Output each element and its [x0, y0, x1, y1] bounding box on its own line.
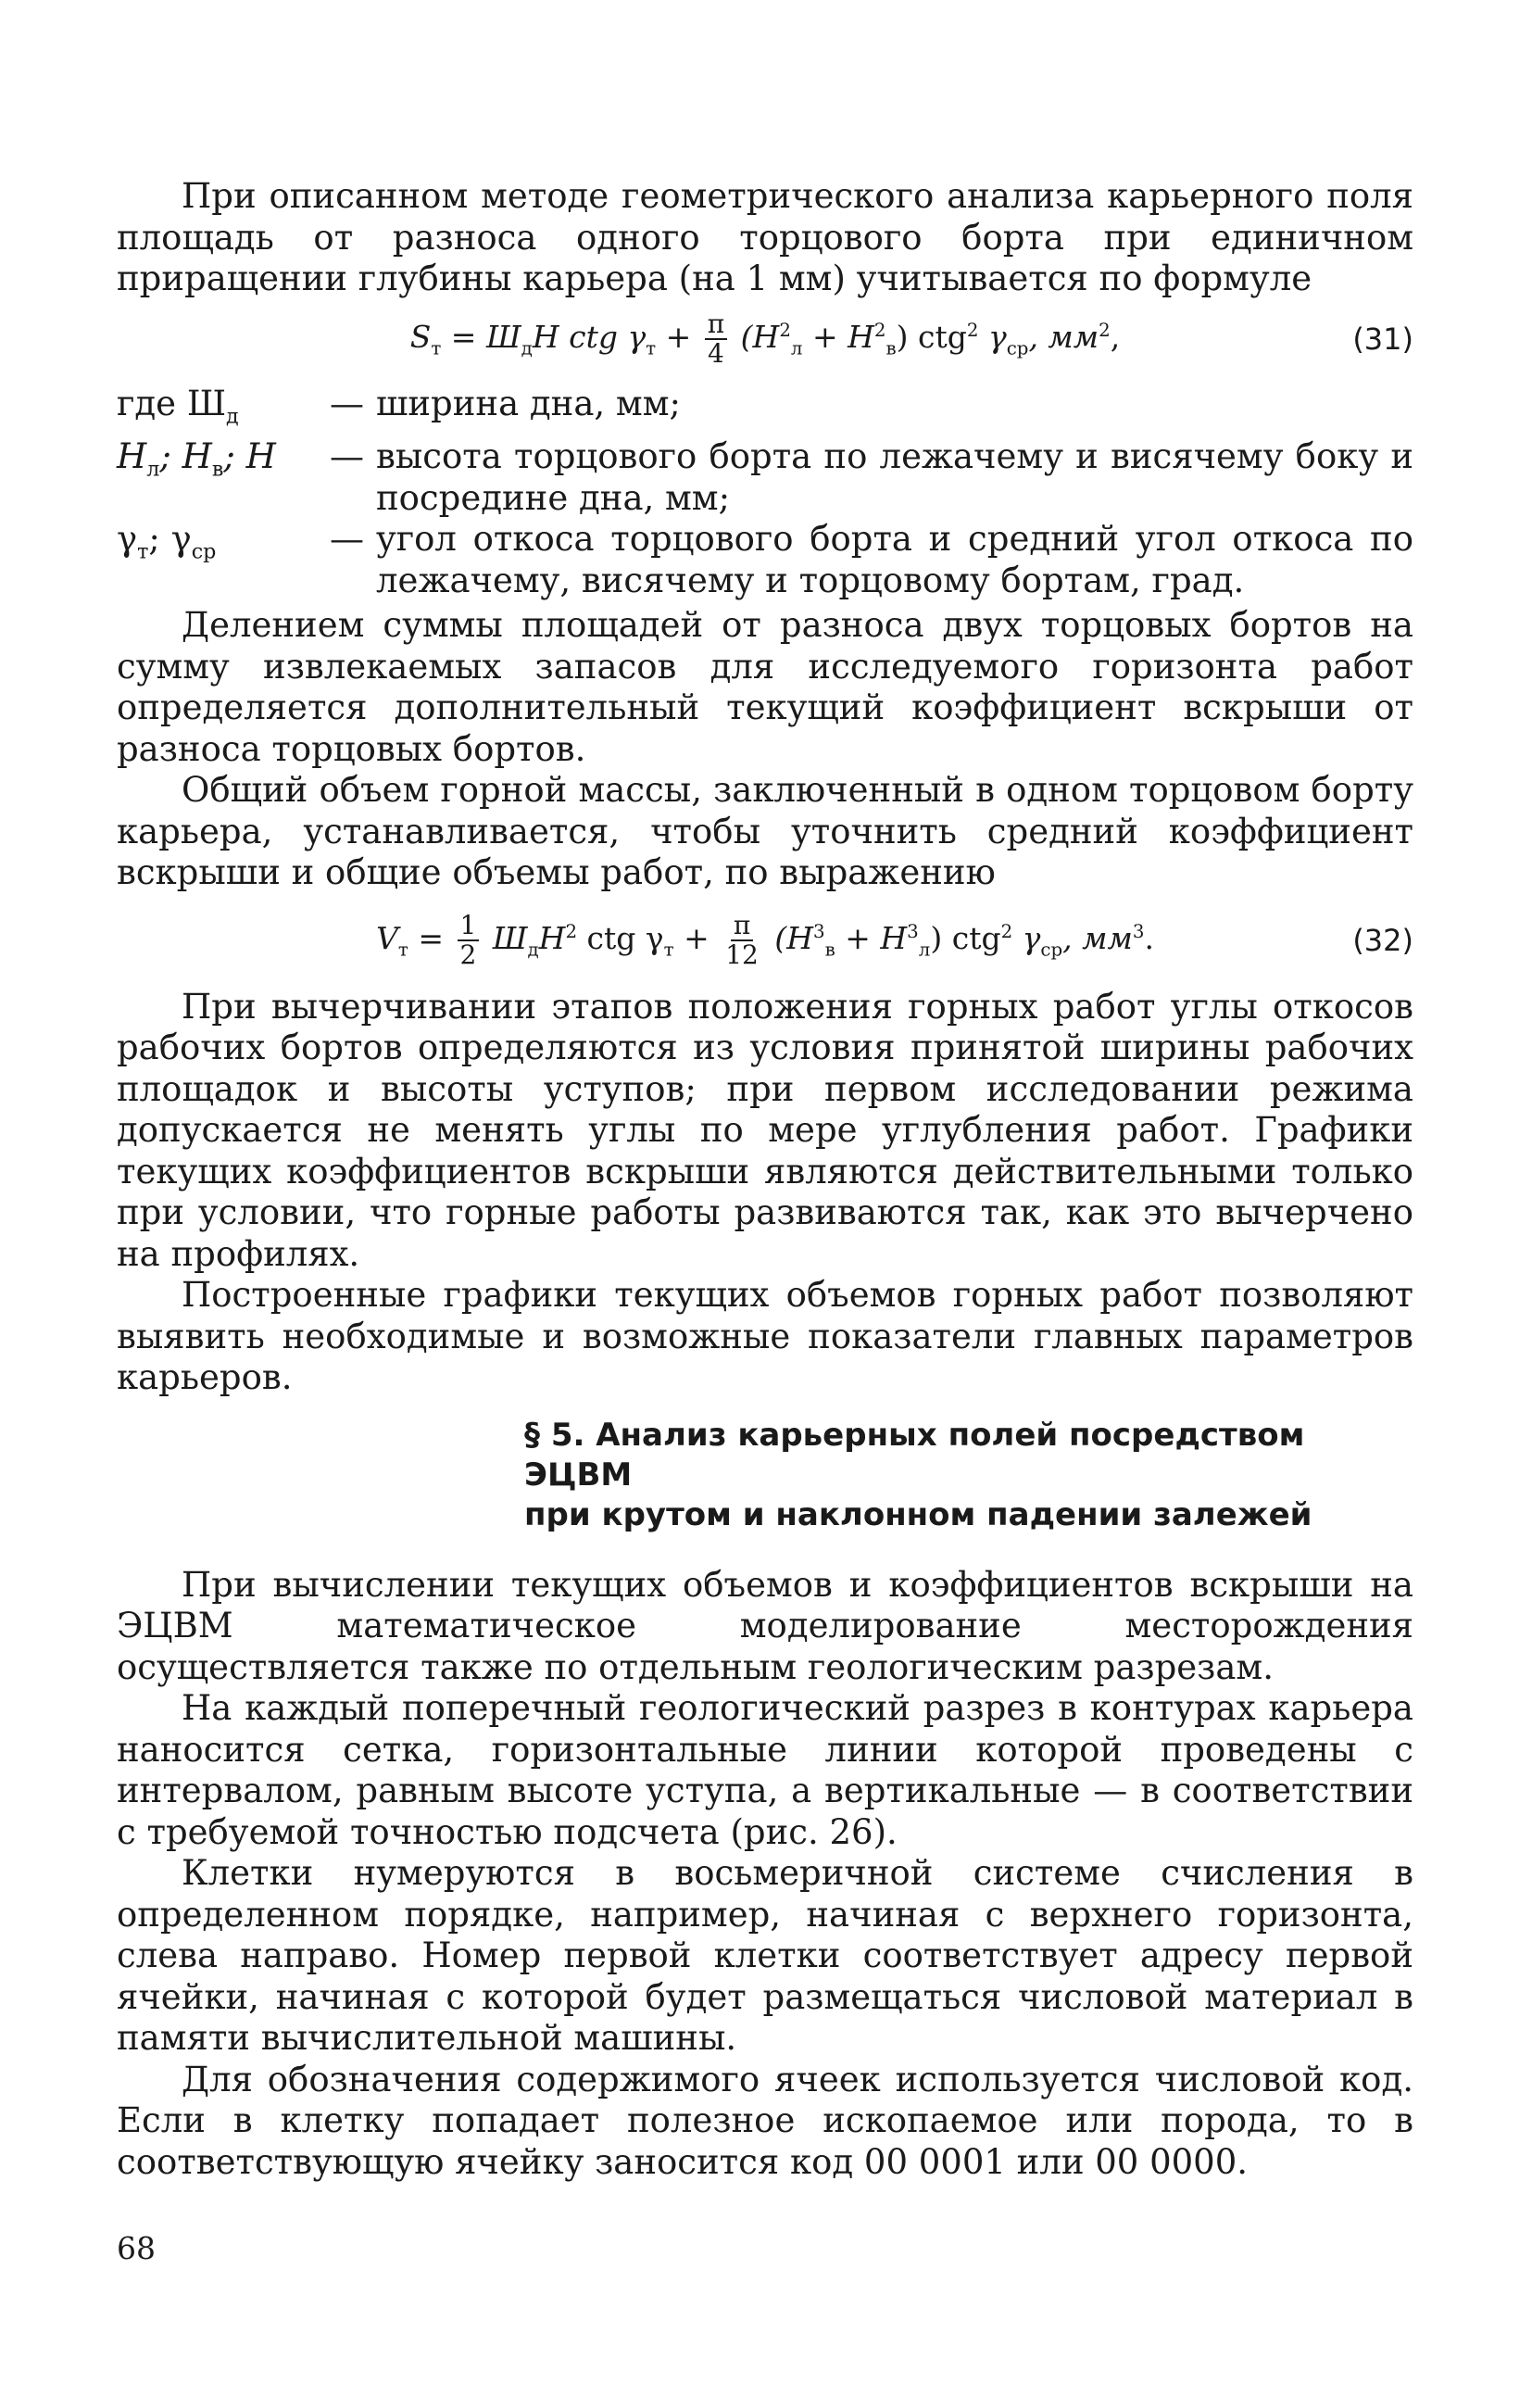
formula-expression: $S_т = Ш_дH$ ctg $\gamma_т$ + $\frac{\pi}{4}$ $(H^2_л + H^2_в)$ ctg$^2$ $\gamma_{ср}$, $мм^2$,: [409, 308, 1121, 369]
paragraph: На каждый поперечный геологический разрез в контурах карьера наносится сетка, горизонтальные линии которой проведены с интервалом, равным высоте уступа, а вертикальные — в соответствии с требуемой точностью подсчета (рис. 26).: [117, 1688, 1413, 1852]
fraction: $\frac{\pi}{12}$: [725, 909, 759, 970]
page-body: [117, 176, 1413, 2183]
formula-32: [117, 894, 1413, 987]
definition-row: $H_л$; $H_в$; H — высота торцового борта по лежачему и висячему боку и посредине дна, мм;: [117, 436, 1413, 518]
formula-expression: $V_т$ = $\frac{1}{2}$ $Ш_дH^2$ ctg $\gamma_т$ + $\frac{\pi}{12}$ $(H^3_в + H^3_л)$ ctg$^2$ $\gamma_{ср}$, $мм^3$.: [376, 909, 1154, 970]
paragraph: При вычислении текущих объемов и коэффициентов вскрыши на ЭЦВМ математическое моделирование месторождения осуществляется также по отдельным геологическим разрезам.: [117, 1564, 1413, 1687]
paragraph: При описанном методе геометрического анализа карьерного поля площадь от разноса одного торцового борта при единичном приращении глубины карьера (на 1 мм) учитывается по формуле: [117, 176, 1413, 298]
paragraph: Общий объем горной массы, заключенный в одном торцовом борту карьера, устанавливается, чтобы уточнить средний коэффициент вскрыши и общие объемы работ, по выражению: [117, 770, 1413, 893]
paragraph: Клетки нумеруются в восьмеричной системе счисления в определенном порядке, например, начиная с верхнего горизонта, слева направо. Номер первой клетки соответствует адресу первой ячейки, начиная с которой будет размещаться числовой материал в памяти вычислительной машины.: [117, 1853, 1413, 2059]
paragraph: Построенные графики текущих объемов горных работ позволяют выявить необходимые и возможные показатели главных параметров карьеров.: [117, 1275, 1413, 1398]
section-heading: [524, 1416, 1413, 1535]
equation-number: (31): [1352, 321, 1413, 357]
section-heading-line: § 5. Анализ карьерных полей посредством ЭЦВМ: [524, 1416, 1305, 1494]
fraction: $\frac{\pi}{4}$: [705, 310, 727, 368]
fraction: $\frac{1}{2}$: [458, 912, 480, 969]
paragraph: При вычерчивании этапов положения горных работ углы откосов рабочих бортов определяются из условия принятой ширины рабочих площадок и высоты уступов; при первом исследовании режима допускается не менять углы по мере углубления работ. Графики текущих коэффициентов вскрыши являются действительными только при условии, что горные работы развиваются так, как это вычерчено на профилях.: [117, 986, 1413, 1274]
equation-number: (32): [1352, 922, 1413, 958]
definition-row: $\gamma_т$; $\gamma_{ср}$ — угол откоса торцового борта и средний угол откоса по лежачему, висячему и торцовому бортам, град.: [117, 519, 1413, 600]
paragraph: Делением суммы площадей от разноса двух торцовых бортов на сумму извлекаемых запасов для исследуемого горизонта работ определяется дополнительный текущий коэффициент вскрыши от разноса торцовых бортов.: [117, 605, 1413, 769]
page-number: 68: [117, 2230, 156, 2266]
definition-row: где $Ш_д$ — ширина дна, мм;: [117, 383, 681, 428]
section-heading-line: при крутом и наклонном падении залежей: [524, 1495, 1312, 1533]
paragraph: Для обозначения содержимого ячеек используется числовой код. Если в клетку попадает полезное ископаемое или порода, то в соответствующую ячейку заносится код 00 0001 или 00 0000.: [117, 2059, 1413, 2182]
formula-31: [117, 300, 1413, 378]
definitions-list: [117, 384, 1413, 602]
